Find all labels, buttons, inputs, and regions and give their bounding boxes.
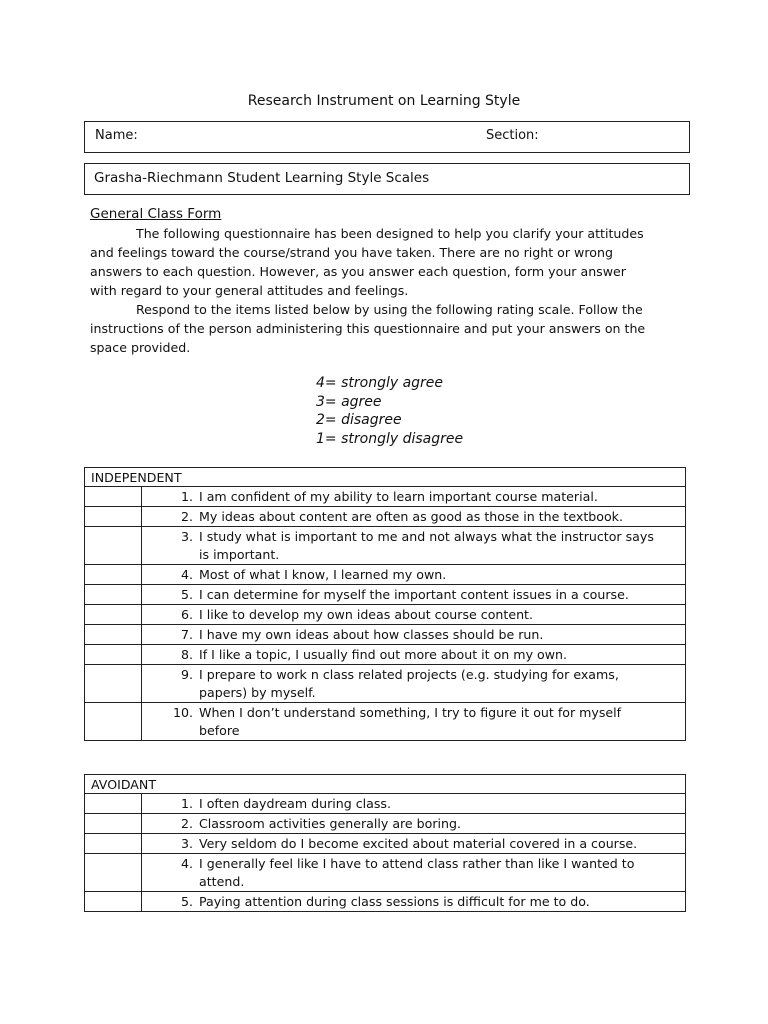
intro-line: answers to each question. However, as you answer each question, form your answer bbox=[90, 264, 626, 279]
table-row bbox=[85, 507, 686, 527]
question-text-line: before bbox=[199, 723, 240, 738]
question-number: 1. bbox=[180, 796, 193, 811]
question-text-line: When I don’t understand something, I try to figure it out for myself bbox=[199, 705, 622, 720]
answer-cell[interactable] bbox=[85, 665, 142, 703]
question-text bbox=[199, 855, 634, 891]
scale-name: Grasha-Riechmann Student Learning Style Scales bbox=[94, 170, 430, 186]
question-text-line: Most of what I know, I learned my own. bbox=[199, 567, 447, 582]
name-label: Name: bbox=[95, 128, 138, 143]
question-text-line: I often daydream during class. bbox=[199, 796, 391, 811]
table-row bbox=[85, 814, 686, 834]
category-header-row bbox=[85, 775, 686, 794]
question-number: 6. bbox=[180, 607, 193, 622]
question-text bbox=[199, 815, 461, 833]
question-text-line: papers) by myself. bbox=[199, 685, 316, 700]
section-label: Section: bbox=[486, 128, 539, 143]
question-text-line: Classroom activities generally are boring. bbox=[199, 816, 462, 831]
category-header-row bbox=[85, 468, 686, 487]
table-row bbox=[85, 605, 686, 625]
question-cell bbox=[142, 507, 686, 527]
rating-scale-item: 1= strongly disagree bbox=[316, 430, 464, 447]
intro-paragraph bbox=[90, 224, 680, 300]
answer-cell[interactable] bbox=[85, 814, 142, 834]
question-text-line: is important. bbox=[199, 547, 280, 562]
question-text bbox=[199, 626, 543, 644]
name-section-box bbox=[84, 121, 690, 153]
question-cell bbox=[142, 625, 686, 645]
question-cell bbox=[142, 605, 686, 625]
question-text bbox=[199, 606, 533, 624]
answer-cell[interactable] bbox=[85, 794, 142, 814]
table-row bbox=[85, 625, 686, 645]
question-text-line: I prepare to work n class related projects (e.g. studying for exams, bbox=[199, 667, 619, 682]
table-row bbox=[85, 703, 686, 741]
question-number: 2. bbox=[180, 816, 193, 831]
answer-cell[interactable] bbox=[85, 585, 142, 605]
question-cell bbox=[142, 892, 686, 912]
table-row bbox=[85, 565, 686, 585]
question-text bbox=[199, 835, 637, 853]
table-row bbox=[85, 892, 686, 912]
question-number: 5. bbox=[180, 894, 193, 909]
question-cell bbox=[142, 854, 686, 892]
question-cell bbox=[142, 585, 686, 605]
question-cell bbox=[142, 487, 686, 507]
answer-cell[interactable] bbox=[85, 487, 142, 507]
question-text-line: Paying attention during class sessions is difficult for me to do. bbox=[199, 894, 590, 909]
question-text bbox=[199, 893, 590, 911]
category-title: AVOIDANT bbox=[85, 775, 686, 794]
answer-cell[interactable] bbox=[85, 834, 142, 854]
question-cell bbox=[142, 703, 686, 741]
question-cell bbox=[142, 665, 686, 703]
table-row bbox=[85, 854, 686, 892]
independent-table bbox=[84, 467, 686, 741]
question-number: 2. bbox=[180, 509, 193, 524]
question-number: 3. bbox=[180, 836, 193, 851]
intro-line: The following questionnaire has been designed to help you clarify your attitudes bbox=[136, 226, 644, 241]
question-text bbox=[199, 566, 446, 584]
question-text-line: I generally feel like I have to attend class rather than like I wanted to bbox=[199, 856, 635, 871]
question-text-line: Very seldom do I become excited about material covered in a course. bbox=[199, 836, 638, 851]
intro-line: with regard to your general attitudes and feelings. bbox=[90, 283, 409, 298]
question-number: 4. bbox=[180, 856, 193, 871]
table-row bbox=[85, 527, 686, 565]
form-heading: General Class Form bbox=[90, 206, 222, 222]
question-number: 5. bbox=[180, 587, 193, 602]
answer-cell[interactable] bbox=[85, 892, 142, 912]
question-text-line: I study what is important to me and not always what the instructor says bbox=[199, 529, 654, 544]
question-text bbox=[199, 528, 654, 564]
answer-cell[interactable] bbox=[85, 527, 142, 565]
question-text bbox=[199, 704, 621, 740]
rating-scale-item: 2= disagree bbox=[316, 412, 402, 429]
question-text-line: If I like a topic, I usually find out more about it on my own. bbox=[199, 647, 568, 662]
instructions-line: Respond to the items listed below by using the following rating scale. Follow the bbox=[136, 302, 643, 317]
table-row bbox=[85, 487, 686, 507]
question-cell bbox=[142, 645, 686, 665]
document-title: Research Instrument on Learning Style bbox=[247, 93, 521, 109]
instructions-line: space provided. bbox=[90, 340, 191, 355]
question-text bbox=[199, 586, 629, 604]
category-title: INDEPENDENT bbox=[85, 468, 686, 487]
question-cell bbox=[142, 527, 686, 565]
instructions-paragraph bbox=[90, 300, 680, 357]
rating-scale-item: 3= agree bbox=[316, 393, 382, 410]
question-number: 7. bbox=[180, 627, 193, 642]
table-row bbox=[85, 834, 686, 854]
question-number: 1. bbox=[180, 489, 193, 504]
question-text bbox=[199, 646, 567, 664]
question-text-line: I like to develop my own ideas about course content. bbox=[199, 607, 533, 622]
answer-cell[interactable] bbox=[85, 565, 142, 585]
question-cell bbox=[142, 565, 686, 585]
question-text bbox=[199, 488, 598, 506]
scale-name-box bbox=[84, 163, 690, 195]
question-text-line: I have my own ideas about how classes should be run. bbox=[199, 627, 544, 642]
instructions-line: instructions of the person administering this questionnaire and put your answers on the bbox=[90, 321, 646, 336]
table-row bbox=[85, 794, 686, 814]
answer-cell[interactable] bbox=[85, 605, 142, 625]
question-number: 8. bbox=[180, 647, 193, 662]
question-cell bbox=[142, 794, 686, 814]
question-text-line: I can determine for myself the important content issues in a course. bbox=[199, 587, 629, 602]
question-cell bbox=[142, 814, 686, 834]
table-row bbox=[85, 645, 686, 665]
question-text-line: I am confident of my ability to learn important course material. bbox=[199, 489, 598, 504]
answer-cell[interactable] bbox=[85, 625, 142, 645]
intro-line: and feelings toward the course/strand you have taken. There are no right or wrong bbox=[90, 245, 613, 260]
question-cell bbox=[142, 834, 686, 854]
question-number: 9. bbox=[180, 667, 193, 682]
question-number: 3. bbox=[180, 529, 193, 544]
question-text bbox=[199, 795, 391, 813]
avoidant-table bbox=[84, 774, 686, 912]
question-text bbox=[199, 508, 623, 526]
answer-cell[interactable] bbox=[85, 507, 142, 527]
question-number: 4. bbox=[180, 567, 193, 582]
answer-cell[interactable] bbox=[85, 703, 142, 741]
answer-cell[interactable] bbox=[85, 854, 142, 892]
rating-scale-item: 4= strongly agree bbox=[316, 375, 444, 391]
question-text-line: attend. bbox=[199, 874, 245, 889]
question-number: 10. bbox=[172, 705, 193, 720]
table-row bbox=[85, 585, 686, 605]
table-row bbox=[85, 665, 686, 703]
answer-cell[interactable] bbox=[85, 645, 142, 665]
question-text bbox=[199, 666, 619, 702]
rating-scale bbox=[316, 374, 463, 448]
question-text-line: My ideas about content are often as good as those in the textbook. bbox=[199, 509, 623, 524]
